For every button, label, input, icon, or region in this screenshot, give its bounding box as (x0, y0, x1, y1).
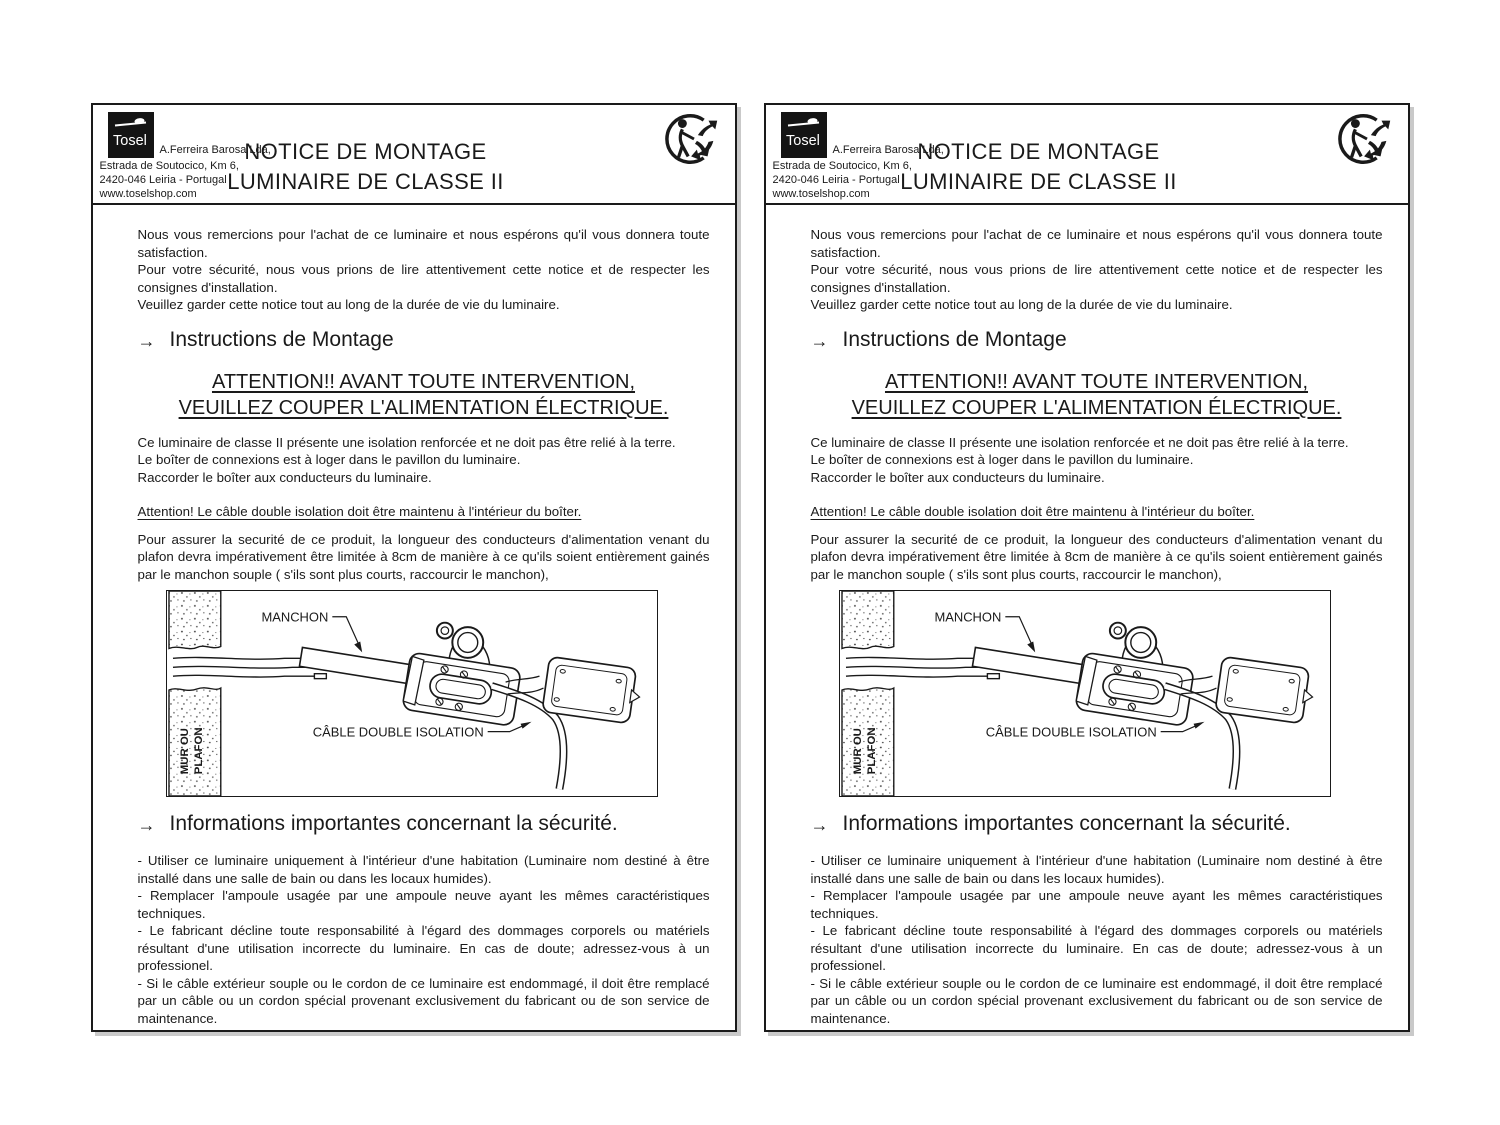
intro-paragraph (138, 226, 710, 314)
section-heading-text: Informations importantes concernant la sécurité. (169, 812, 618, 835)
diagram-label-manchon: MANCHON (260, 609, 328, 625)
document-title-line2: LUMINAIRE DE CLASSE II (900, 169, 1177, 194)
section-heading-securite (138, 811, 710, 838)
company-street: Estrada de Soutocico, Km 6, (772, 160, 912, 172)
diagram-drawing (840, 591, 1330, 796)
class2-paragraph (811, 434, 1383, 487)
notice-page (764, 103, 1410, 1032)
notice-page (91, 103, 737, 1032)
safety-bullet: - Remplacer l'ampoule usagée par une ampoule neuve ayant les mêmes caractéristiques techniques. (810, 888, 1383, 921)
safety-bullet: - Utiliser ce luminaire uniquement à l'intérieur d'une habitation (Luminaire nom destiné à être installé dans une salle de bain ou dans les locaux humides). (137, 853, 710, 886)
diagram-label-manchon: MANCHON (933, 609, 1001, 625)
arrow-bullet-icon: → (810, 815, 829, 835)
attention-underlined-note: Attention! Le câble double isolation doit être maintenu à l'intérieur du boîter. (810, 504, 1255, 519)
section-heading-text: Informations importantes concernant la sécurité. (842, 812, 1291, 835)
logo-brand-text: Tosel (785, 133, 820, 149)
attention-underlined-note: Attention! Le câble double isolation doit être maintenu à l'intérieur du boîter. (137, 504, 582, 519)
diagram-label-cable: CÂBLE DOUBLE ISOLATION (985, 724, 1157, 740)
company-city: 2420-046 Leiria - Portugal (772, 174, 900, 186)
safety-bullet: - Le fabricant décline toute responsabilité à l'égard des dommages corporels ou matériels résultant d'une utilisation incorrecte du luminaire. En cas de doute; adressez-vous à un professionel. (810, 923, 1383, 973)
company-website: www.toselshop.com (99, 188, 197, 200)
tosel-logo (781, 112, 827, 158)
diagram-label-wall-line1: MUR OU (178, 728, 191, 775)
arrow-bullet-icon: → (137, 330, 156, 351)
safety-bullet: - Utiliser ce luminaire uniquement à l'intérieur d'une habitation (Luminaire nom destiné à être installé dans une salle de bain ou dans les locaux humides). (810, 853, 1383, 886)
intro-sentence: Veuillez garder cette notice tout au long de la durée de vie du luminaire. (137, 297, 560, 312)
section-heading-montage (811, 327, 1383, 354)
safety-bullets (811, 852, 1383, 1027)
company-city: 2420-046 Leiria - Portugal (99, 174, 227, 186)
class2-paragraph (138, 434, 710, 487)
warning-block (138, 369, 710, 421)
intro-paragraph (811, 226, 1383, 314)
diagram-label-wall-line2: PLAFON (865, 727, 878, 775)
document-title-line1: NOTICE DE MONTAGE (244, 139, 487, 164)
paragraph-line: Raccorder le boîter aux conducteurs du luminaire. (810, 469, 1105, 485)
page-body (93, 205, 735, 1030)
section-heading-securite (811, 811, 1383, 838)
safety-bullet: - Le fabricant décline toute responsabilité à l'égard des dommages corporels ou matériels résultant d'une utilisation incorrecte du luminaire. En cas de doute; adressez-vous à un professionel. (137, 923, 710, 973)
page-body (766, 205, 1408, 1030)
intro-sentence: Nous vous remercions pour l'achat de ce luminaire et nous espérons qu'il vous donnera toute satisfaction. (137, 227, 710, 260)
section-heading-text: Instructions de Montage (169, 327, 394, 351)
diagram-label-wall-line2: PLAFON (192, 727, 205, 775)
document-title (884, 137, 1194, 197)
company-street: Estrada de Soutocico, Km 6, (99, 160, 239, 172)
tosel-logo-icon (781, 112, 827, 158)
intro-sentence: Pour votre sécurité, nous vous prions de lire attentivement cette notice et de respecter les consignes d'installation. (137, 262, 710, 295)
safety-bullets (138, 852, 710, 1027)
tosel-logo-icon (108, 112, 154, 158)
paragraph-line: Le boîter de connexions est à loger dans le pavillon du luminaire. (137, 452, 521, 467)
warning-line: VEUILLEZ COUPER L'ALIMENTATION ÉLECTRIQUE. (851, 396, 1342, 419)
installation-diagram (839, 590, 1331, 797)
paragraph-line: Ce luminaire de classe II présente une isolation renforcée et ne doit pas être relié à la terre. (137, 434, 676, 450)
triman-recycling-icon (1337, 109, 1397, 169)
cover-plate (542, 657, 643, 725)
safety-bullet: - Remplacer l'ampoule usagée par une ampoule neuve ayant les mêmes caractéristiques techniques. (137, 888, 710, 921)
warning-line: VEUILLEZ COUPER L'ALIMENTATION ÉLECTRIQUE. (178, 396, 669, 419)
sleeve-instructions-paragraph: Pour assurer la securité de ce produit, la longueur des conducteurs d'alimentation venant du plafon devra impérativement être limitée à 8cm de manière à ce qu'ils soient entièrement gainés par le manchon souple ( s'ils sont plus courts, raccourcir le manchon), (810, 531, 1383, 582)
intro-sentence: Nous vous remercions pour l'achat de ce luminaire et nous espérons qu'il vous donnera toute satisfaction. (810, 227, 1383, 260)
arrow-bullet-icon: → (137, 815, 156, 835)
page-header (93, 105, 735, 205)
company-name: A.Ferreira Barosa Lda, (159, 144, 271, 156)
section-heading-montage (138, 327, 710, 354)
section-heading-text: Instructions de Montage (842, 327, 1067, 351)
safety-bullet: - Si le câble extérieur souple ou le cordon de ce luminaire est endommagé, il doit être remplacé par un câble ou un cordon spécial provenant exclusivement du fabricant ou de son service de maintenance. (137, 975, 710, 1026)
sleeve-instructions-paragraph: Pour assurer la securité de ce produit, la longueur des conducteurs d'alimentation venant du plafon devra impérativement être limitée à 8cm de manière à ce qu'ils soient entièrement gainés par le manchon souple ( s'ils sont plus courts, raccourcir le manchon), (137, 531, 710, 582)
diagram-drawing (167, 591, 657, 796)
intro-sentence: Pour votre sécurité, nous vous prions de lire attentivement cette notice et de respecter les consignes d'installation. (810, 262, 1383, 295)
warning-line: ATTENTION!! AVANT TOUTE INTERVENTION, (211, 370, 636, 393)
company-website: www.toselshop.com (772, 188, 870, 200)
warning-block (811, 369, 1383, 421)
diagram-label-cable: CÂBLE DOUBLE ISOLATION (312, 724, 484, 740)
document-title-line2: LUMINAIRE DE CLASSE II (227, 169, 504, 194)
leader-arrowhead (520, 722, 531, 729)
warning-line: ATTENTION!! AVANT TOUTE INTERVENTION, (884, 370, 1309, 393)
leader-arrowhead (1193, 722, 1204, 729)
intro-sentence: Veuillez garder cette notice tout au long de la durée de vie du luminaire. (810, 297, 1233, 312)
document-title-line1: NOTICE DE MONTAGE (917, 139, 1160, 164)
installation-diagram (166, 590, 658, 797)
paragraph-line: Ce luminaire de classe II présente une isolation renforcée et ne doit pas être relié à la terre. (810, 434, 1349, 450)
document-title (211, 137, 521, 197)
leader-arrowhead (354, 642, 362, 653)
paragraph-line: Raccorder le boîter aux conducteurs du luminaire. (137, 469, 432, 485)
two-page-spread (0, 103, 1500, 1032)
diagram-label-wall-line1: MUR OU (851, 728, 864, 775)
page-header (766, 105, 1408, 205)
arrow-bullet-icon: → (810, 330, 829, 351)
logo-brand-text: Tosel (112, 133, 147, 149)
safety-bullet: - Si le câble extérieur souple ou le cordon de ce luminaire est endommagé, il doit être remplacé par un câble ou un cordon spécial provenant exclusivement du fabricant ou de son service de maintenance. (810, 975, 1383, 1026)
company-name: A.Ferreira Barosa Lda, (832, 144, 944, 156)
paragraph-line: Le boîter de connexions est à loger dans le pavillon du luminaire. (810, 452, 1194, 467)
triman-recycling-icon (664, 109, 724, 169)
cover-plate (1215, 657, 1316, 725)
tosel-logo (108, 112, 154, 158)
leader-arrowhead (1027, 642, 1035, 653)
